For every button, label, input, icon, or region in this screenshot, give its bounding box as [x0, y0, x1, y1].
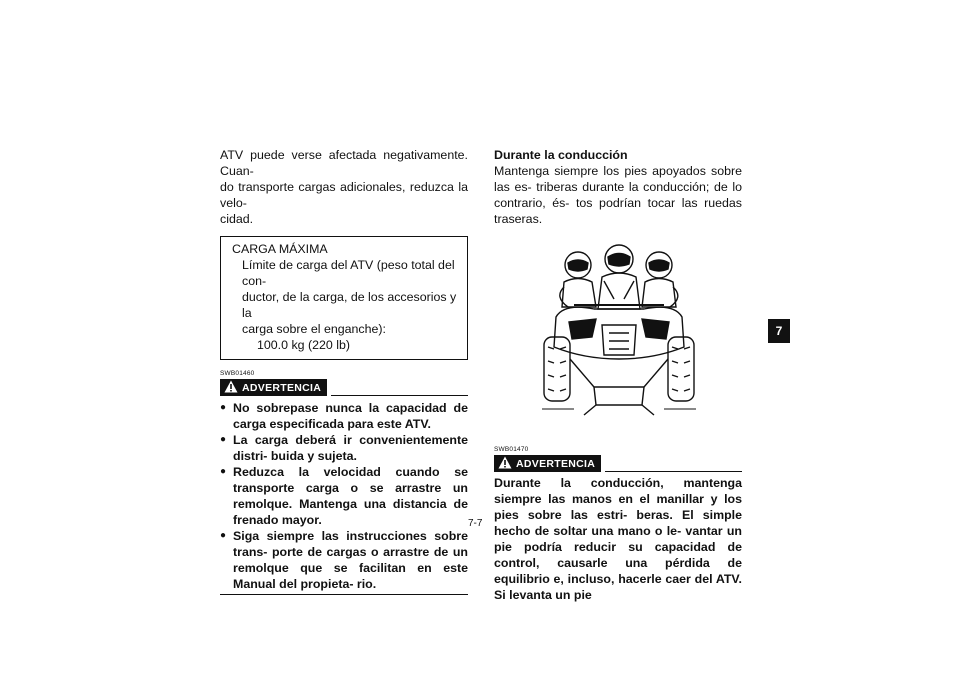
max-load-box: [220, 236, 468, 360]
atv-riders-illustration: [534, 237, 704, 442]
warning-label-2: ADVERTENCIA: [516, 457, 596, 470]
warning-header: [220, 379, 468, 396]
right-column: [494, 147, 742, 603]
warning-header-2: [494, 455, 742, 472]
warning-end-rule: [220, 594, 468, 595]
intro-line-2: do transporte cargas adicionales, reduzca la velo-: [220, 180, 468, 210]
intro-line-3: cidad.: [220, 212, 254, 226]
warning-code-2: SWB01470: [494, 446, 529, 453]
max-load-line-3: carga sobre el enganche):: [242, 322, 386, 336]
left-column: [220, 147, 468, 595]
riding-warning-text: Durante la conducción, mantenga siempre las manos en el manillar y los pies sobre las estri- beras. El simple hecho de soltar una mano o le- vantar un pie podría reducir su capacidad de control, causarle una pérdida de equilibrio e, incluso, hacerle caer del ATV. Si levanta un pie: [494, 476, 742, 602]
list-item: ● Siga siempre las instrucciones sobre trans- porte de cargas o arrastre de un remolque que se facilitan en este Manual del propieta- rio.: [220, 528, 468, 592]
list-item: ● La carga deberá ir convenientemente distri- buida y sujeta.: [220, 432, 468, 464]
warning-code: SWB01460: [220, 370, 255, 377]
max-load-line-1: Límite de carga del ATV (peso total del con-: [242, 258, 455, 288]
warning-triangle-icon: [498, 456, 512, 469]
intro-paragraph: [220, 147, 468, 227]
warning-badge-2: [494, 455, 601, 472]
warning-rule: [331, 395, 468, 396]
intro-line-1: ATV puede verse afectada negativamente. Cuan-: [220, 148, 468, 178]
warning-label: ADVERTENCIA: [242, 381, 322, 394]
chapter-tab: 7: [768, 319, 790, 343]
atv-illustration-svg: [534, 237, 704, 442]
warning-rule-2: [605, 471, 742, 472]
warning-list: [220, 400, 468, 592]
max-load-title: CARGA MÁXIMA: [232, 242, 328, 256]
warning-triangle-icon: [224, 380, 238, 393]
page-number: 7-7: [468, 518, 483, 529]
list-item: ● No sobrepase nunca la capacidad de carga especificada para este ATV.: [220, 400, 468, 432]
riding-paragraph: Mantenga siempre los pies apoyados sobre las es- triberas durante la conducción; de lo contrario, és- tos podrían tocar las ruedas traseras.: [494, 164, 742, 226]
warning-badge: [220, 379, 327, 396]
max-load-value: 100.0 kg (220 lb): [257, 338, 350, 352]
max-load-line-2: ductor, de la carga, de los accesorios y la: [242, 290, 457, 320]
list-item: ● Reduzca la velocidad cuando se transporte carga o se arrastre un remolque. Mantenga una distancia de frenado mayor.: [220, 464, 468, 528]
section-heading: Durante la conducción: [494, 148, 628, 162]
